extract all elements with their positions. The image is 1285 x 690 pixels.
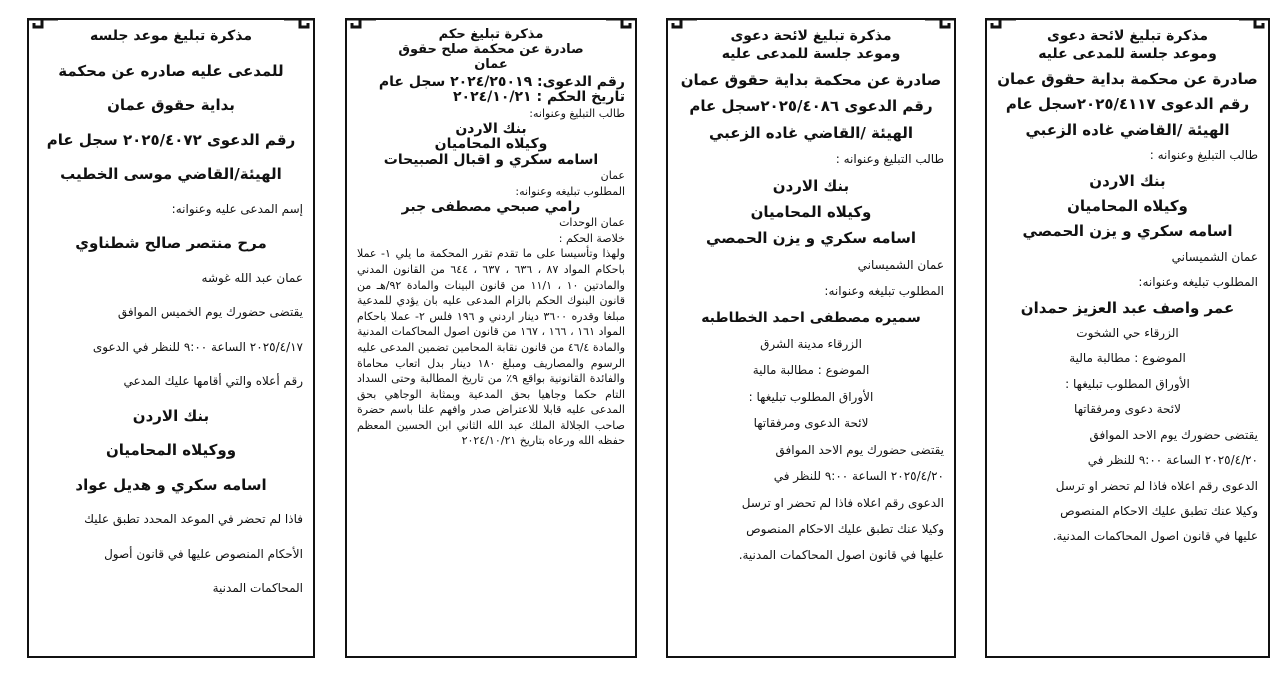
notice-line: اسامه سكري و هديل عواد	[75, 475, 267, 494]
notice-4	[27, 18, 315, 658]
notice-line: وكيلا عنك تطبق عليك الاحكام المنصوص	[1060, 503, 1258, 518]
notice-line: يقتضى حضورك يوم الاحد الموافق	[775, 442, 944, 457]
notice-line: وكيلاه المحاميان	[434, 136, 548, 153]
notice-line: بنك الاردن	[1089, 171, 1166, 190]
notice-line: الأوراق المطلوب تبليغها :	[748, 389, 874, 404]
notice-line: يقتضى حضورك يوم الاحد الموافق	[1089, 427, 1258, 442]
title-line: مذكرة تبليغ موعد جلسه	[89, 28, 253, 44]
notice-line: طالب التبليغ وعنوانه :	[835, 152, 944, 167]
title-line: مذكرة تبليغ حكم	[438, 27, 544, 42]
notice-line: ٢٠٢٥/٤/٢٠ الساعة ٩:٠٠ للنظر في	[1087, 453, 1258, 468]
notice-body	[29, 46, 313, 606]
notice-line: خلاصة الحكم :	[558, 231, 625, 245]
notice-line: المطلوب تبليغه وعنوانه:	[824, 284, 944, 299]
notice-line: يقتضى حضورك يوم الخميس الموافق	[117, 305, 303, 319]
title-line: عمان	[474, 56, 508, 72]
notice-line: مرح منتصر صالح شطناوي	[75, 234, 267, 252]
notice-line: وكيلاه المحاميان	[1067, 197, 1188, 216]
notice-line: عمان الشميساني	[857, 257, 944, 272]
notice-line: لائحة الدعوى ومرفقاتها	[753, 416, 869, 431]
notice-title	[704, 28, 918, 63]
notice-line: عمر واصف عبد العزيز حمدان	[1020, 298, 1235, 317]
notice-line: ووكيلاه المحاميان	[105, 441, 237, 459]
title-line: مذكرة تبليغ لائحة دعوى	[1046, 28, 1209, 44]
corner-ornament-icon	[1237, 18, 1270, 37]
notice-line: بنك الاردن	[772, 176, 850, 195]
notice-line: وكيلا عنك تطبق عليك الاحكام المنصوص	[746, 521, 944, 536]
notice-line: رامي صبحي مصطفى جبر	[401, 198, 581, 215]
notice-body	[347, 73, 635, 449]
notice-line: الزرقاء حي الشخوت	[1076, 326, 1179, 341]
notice-body	[668, 63, 954, 569]
corner-ornament-icon	[282, 18, 315, 37]
notice-line: بنك الاردن	[455, 120, 527, 137]
notice-line: سميره مصطفى احمد الخطاطبه	[701, 309, 921, 326]
notice-line: الهيئة /القاضي غاده الزعبي	[708, 123, 914, 142]
notice-line: عمان	[600, 169, 625, 183]
corner-ornament-icon	[27, 18, 60, 37]
notice-line: طالب التبليغ وعنوانه:	[529, 107, 625, 120]
notice-line: الدعوى رقم اعلاه فاذا لم تحضر او ترسل	[741, 495, 944, 510]
notice-line: تاريخ الحكم : ٢٠٢٤/١٠/٢١	[453, 89, 625, 106]
notice-line: اسامه سكري و اقبال الصبيحات	[383, 151, 599, 168]
corner-ornament-icon	[666, 18, 699, 37]
notice-title	[1023, 28, 1232, 63]
notice-line: عمان الشميساني	[1171, 249, 1258, 264]
notice-line: عمان الوحدات	[559, 216, 625, 230]
notice-line: المحاكمات المدنية	[212, 581, 303, 595]
notice-1	[985, 18, 1270, 658]
notice-line: رقم الدعوى ٢٠٢٥/٤١١٧سجل عام	[1005, 95, 1250, 114]
title-line: وموعد جلسة للمدعى عليه	[721, 45, 901, 62]
notice-line: فاذا لم تحضر في الموعد المحدد تطبق عليك	[84, 512, 303, 526]
notice-line: عمان عبد الله غوشه	[201, 270, 303, 285]
notice-line: الهيئة /القاضي غاده الزعبي	[1025, 120, 1230, 139]
notice-line: الأوراق المطلوب تبليغها :	[1065, 376, 1190, 391]
notice-line: الزرقاء مدينة الشرق	[760, 337, 862, 352]
notice-line: ولهذا وتأسيسا على ما تقدم تقرر المحكمة ما يلي ١- عملا باحكام المواد ٨٧ ، ٦٣٦ ، ٦٣٧ ، ٦٤٤ من القانون المدني والمادتين ١٠ ، ١١/١ من قانون البينات والمادة ٩٢/هـ من قانون البنوك الحكم بالزام المدعى عليه بان يؤدي للمدعية مبلغا وقدره ٣٦٠٠ دينار اردني و ١٩٦ فلس ٢- عملا باحكام المواد ١٦١ ، ١٦٦ ، ١٦٧ من قانون اصول المحاكمات المدنية والمادة ٤٦/٤ من قانون نقابة المحامين تضمين المدعى عليه الرسوم والمصاريف ومبلغ ١٨٠ دينار بدل اتعاب محاماة والفائدة القانونية بواقع ٩٪ من تاريخ المطالبة وحتى السداد التام حكما وجاهيا بحق المدعية وبمثابة الوجاهي بحق المدعى عليه قابلا للاعتراض صدر وافهم علنا باسم حضرة صاحب الجلالة الملك عبد الله الثاني ابن الحسين المعظم حفظه الله ورعاه بتاريخ ٢٠٢٤/١٠/٢١	[357, 247, 626, 448]
notice-line: إسم المدعى عليه وعنوانه:	[171, 201, 303, 216]
notice-title	[383, 28, 599, 73]
notice-line: عليها في قانون اصول المحاكمات المدنية.	[1052, 529, 1258, 544]
corner-ornament-icon	[923, 18, 956, 37]
notice-2	[666, 18, 956, 658]
notice-line: الهيئة/القاضي موسى الخطيب	[60, 165, 282, 183]
title-line: مذكرة تبليغ لائحة دعوى	[730, 28, 892, 44]
notice-line: صادرة عن محكمة بداية حقوق عمان	[680, 71, 942, 89]
corner-ornament-icon	[985, 18, 1018, 37]
notice-line: رقم الدعوى ٢٠٢٥/٤٠٨٦سجل عام	[689, 97, 933, 116]
notice-body	[987, 63, 1268, 550]
notice-line: اسامه سكري و يزن الحمصي	[1022, 222, 1233, 241]
notice-line: بداية حقوق عمان	[107, 96, 235, 114]
notice-line: ٢٠٢٥/٤/١٧ الساعة ٩:٠٠ للنظر في الدعوى	[92, 339, 303, 354]
notice-line: صادرة عن محكمة بداية حقوق عمان	[997, 70, 1258, 88]
notice-line: للمدعى عليه صادره عن محكمة	[58, 61, 284, 80]
notice-line: رقم الدعوى ٢٠٢٥/٤٠٧٢ سجل عام	[46, 130, 296, 149]
notice-line: ٢٠٢٥/٤/٢٠ الساعة ٩:٠٠ للنظر في	[773, 469, 944, 484]
notice-line: الموضوع : مطالبة مالية	[1069, 351, 1186, 366]
notice-3	[345, 18, 637, 658]
corner-ornament-icon	[604, 18, 637, 37]
notice-title	[65, 28, 277, 46]
notice-line: الموضوع : مطالبة مالية	[752, 363, 870, 378]
notice-line: بنك الاردن	[132, 406, 210, 425]
notice-line: وكيلاه المحاميان	[750, 203, 872, 222]
notice-line: اسامه سكري و يزن الحمصي	[705, 229, 917, 248]
notice-line: الأحكام المنصوص عليها في قانون أصول	[104, 546, 303, 561]
notice-line: رقم الدعوى: ٢٠٢٤/٢٥٠١٩ سجل عام	[378, 73, 625, 90]
notice-line: المطلوب تبليغه وعنوانه:	[515, 184, 625, 198]
title-line: صادرة عن محكمة صلح حقوق	[398, 41, 584, 57]
notice-line: الدعوى رقم اعلاه فاذا لم تحضر او ترسل	[1055, 478, 1258, 493]
notice-line: رقم أعلاه والتي أقامها عليك المدعي	[123, 374, 303, 388]
notice-line: عليها في قانون اصول المحاكمات المدنية.	[738, 548, 944, 563]
title-line: وموعد جلسة للمدعى عليه	[1038, 45, 1217, 62]
notice-line: طالب التبليغ وعنوانه :	[1149, 148, 1258, 163]
notice-line: لائحة دعوى ومرفقاتها	[1074, 402, 1181, 417]
notice-line: المطلوب تبليغه وعنوانه:	[1138, 275, 1258, 290]
corner-ornament-icon	[345, 18, 378, 37]
